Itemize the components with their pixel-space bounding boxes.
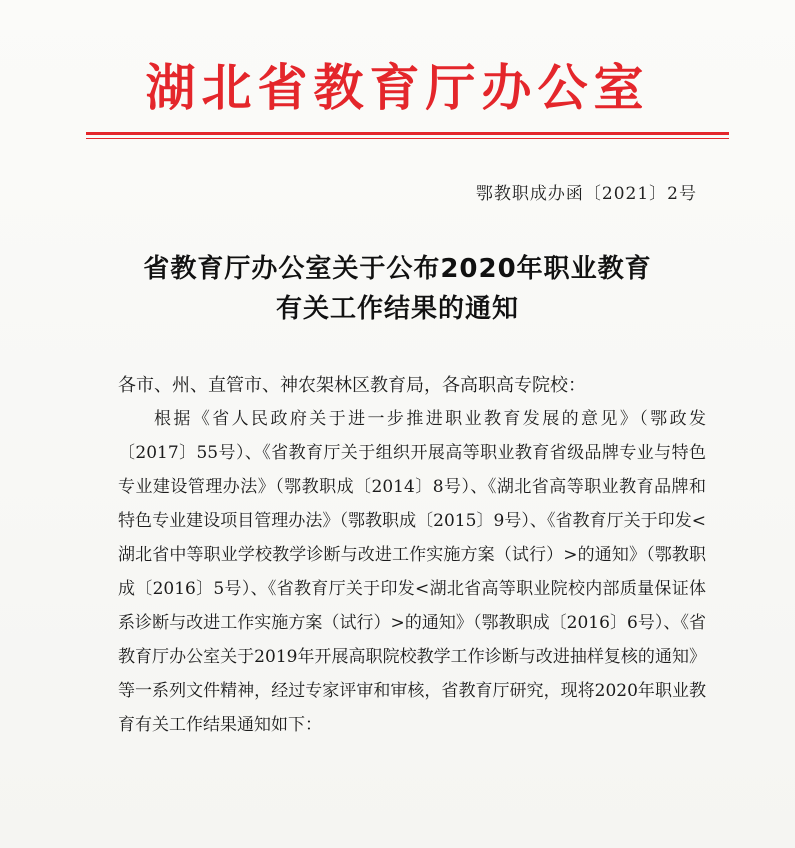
office-letterhead-title: 湖北省教育厅办公室 (145, 59, 650, 117)
document-title-line-1: 省教育厅办公室关于公布2020年职业教育 (143, 254, 652, 284)
body-paragraph: 根据《省人民政府关于进一步推进职业教育发展的意见》（鄂政发〔2017〕55号）、《省教育厅关于组织开展高等职业教育省级品牌专业与特色专业建设管理办法》（鄂教职成〔2014〕8号）、《湖北省高等职业教育品牌和特色专业建设项目管理办法》（鄂教职成〔2015〕9号）、《省教育厅关于印发<湖北省中等职业学校教学诊断与改进工作实施方案（试行）>的通知》（鄂教职成〔2016〕5号）、《省教育厅关于印发<湖北省高等职业院校内部质量保证体系诊断与改进工作实施方案（试行）>的通知》（鄂教职成〔2016〕6号）、《省教育厅办公室关于2019年开展高职院校教学工作诊断与改进抽样复核的通知》等一系列文件精神，经过专家评审和审核，省教育厅研究，现将2020年职业教育有关工作结果通知如下： (118, 409, 706, 735)
document-title-line-2: 有关工作结果的通知 (275, 294, 519, 324)
letterhead-rule-thin (86, 138, 729, 139)
salutation: 各市、州、直管市、神农架林区教育局，各高职高专院校： (118, 375, 586, 396)
letterhead-rule-thick (86, 132, 729, 135)
document-number: 鄂教职成办函〔2021〕2号 (475, 184, 697, 204)
